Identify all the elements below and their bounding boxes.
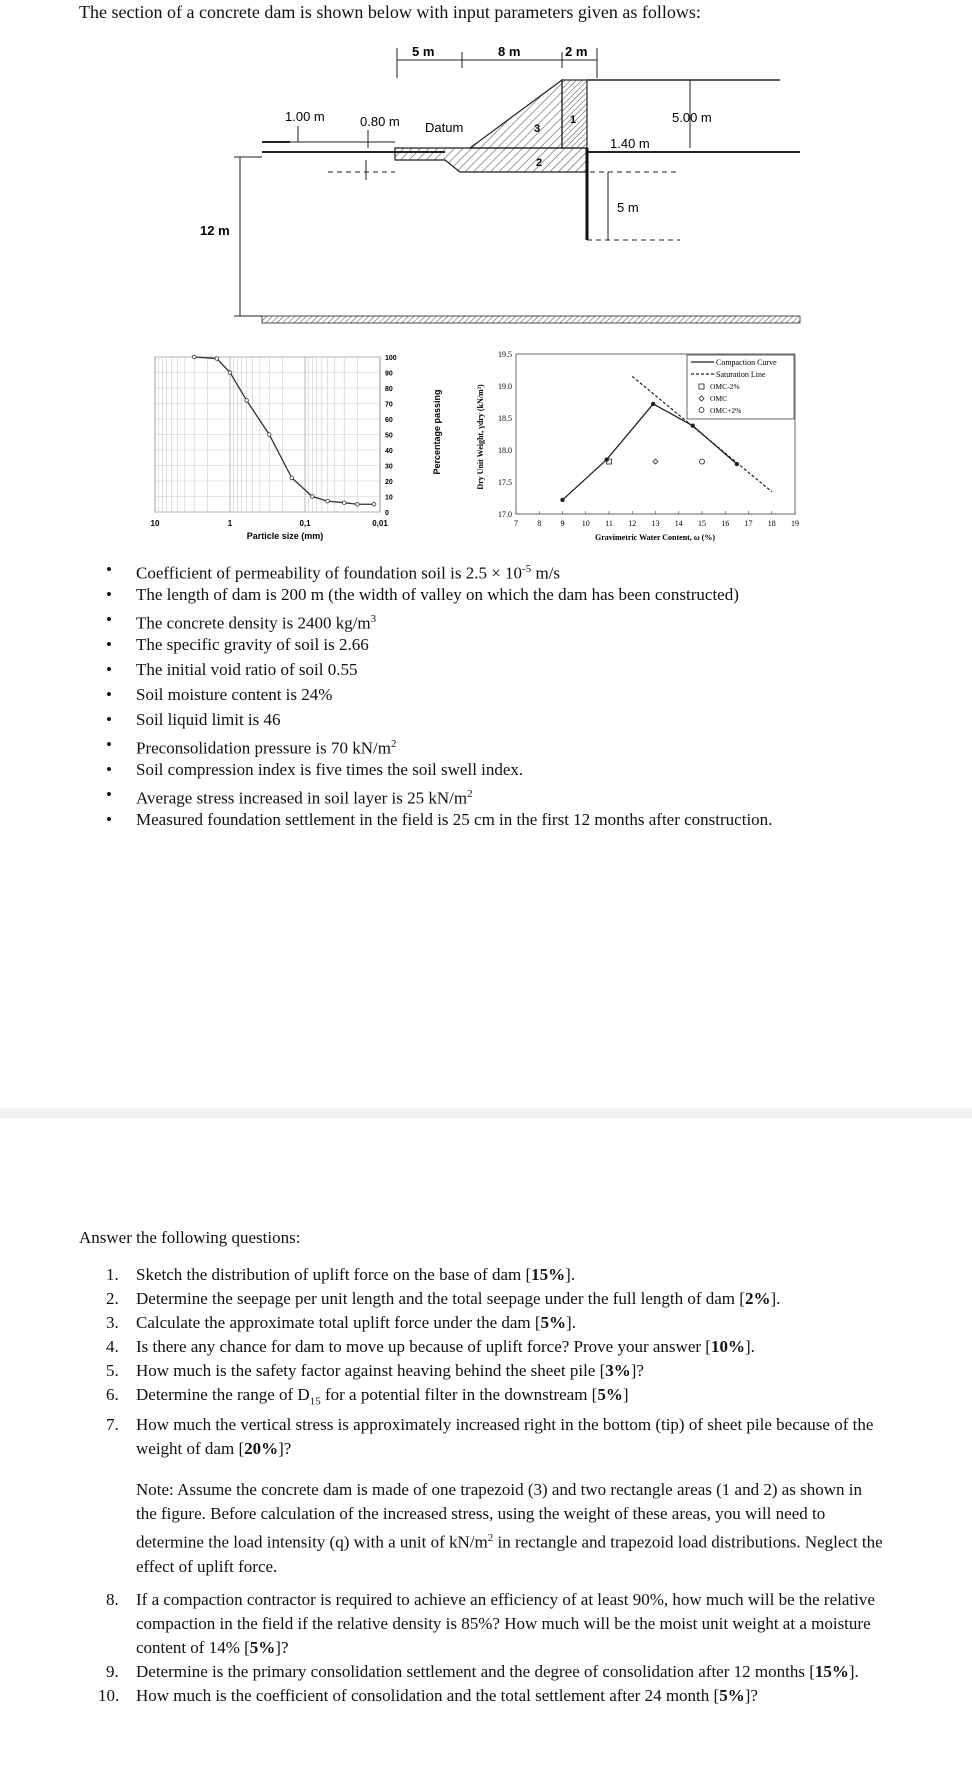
comp-x-tick: 13 bbox=[651, 519, 660, 528]
comp-x-tick: 16 bbox=[721, 519, 730, 528]
comp-x-tick: 17 bbox=[744, 519, 753, 528]
compaction-point bbox=[691, 423, 695, 427]
grain-y-tick: 10 bbox=[385, 494, 393, 502]
gradation-point bbox=[372, 502, 376, 506]
grain-y-tick: 20 bbox=[385, 479, 393, 486]
parameter-list bbox=[106, 557, 966, 832]
legend-omc: OMC bbox=[710, 394, 728, 403]
param-item: • Preconsolidation pressure is 70 $kN/m^2$ bbox=[106, 732, 966, 757]
question-list bbox=[106, 1263, 886, 1461]
question-item: 4. Is there any chance for dam to move up because of uplift force? Prove your answer [10%]. bbox=[106, 1337, 755, 1356]
param-item: • The length of dam is 200 m (the width of valley on which the dam has been constructed) bbox=[106, 582, 966, 607]
label-12m: 12 m bbox=[200, 223, 230, 238]
comp-x-tick: 14 bbox=[674, 519, 683, 528]
grain-x-tick: 1 bbox=[227, 519, 233, 528]
gradation-point bbox=[310, 495, 314, 499]
comp-x-tick: 18 bbox=[767, 519, 776, 528]
gradation-point bbox=[290, 476, 294, 480]
dim-5m: 5 m bbox=[412, 44, 435, 59]
grain-ylabel-svg bbox=[426, 342, 456, 542]
gradation-point bbox=[228, 371, 232, 375]
comp-x-tick: 12 bbox=[628, 519, 637, 528]
comp-y-tick: 17.0 bbox=[498, 510, 512, 519]
gradation-point bbox=[192, 355, 196, 359]
dim-2m: 2 m bbox=[565, 44, 588, 59]
questions-title: Answer the following questions: bbox=[79, 1228, 301, 1247]
gradation-point bbox=[215, 357, 219, 361]
comp-x-tick: 19 bbox=[791, 519, 799, 528]
grain-y-tick: 50 bbox=[385, 432, 393, 440]
question-item: 1. Sketch the distribution of uplift force on the base of dam [15%]. bbox=[106, 1265, 576, 1284]
note-text: Note: Assume the concrete dam is made of one trapezoid (3) and two rectangle areas (1 and 2) as shown in the figure. Before calculation of the increased stress, using the weight of these areas, you will need to determine the load intensity (q) with a unit of $kN/m^2$ in rectangle and trapezoid load distributions. Neglect the effect of uplift force. bbox=[136, 1480, 883, 1576]
compaction-chart bbox=[470, 342, 830, 547]
grain-ylabel: Percentage passing bbox=[432, 389, 442, 475]
param-item: • Coefficient of permeability of foundation soil is $2.5 \times 10^{-5}$ m/s bbox=[106, 557, 966, 582]
grain-y-tick: 40 bbox=[385, 448, 393, 455]
compaction-point bbox=[651, 402, 655, 406]
comp-ylabel: Dry Unit Weight, γdry (kN/m³) bbox=[476, 384, 485, 490]
impervious-base bbox=[262, 316, 800, 323]
comp-x-tick: 7 bbox=[514, 519, 518, 528]
comp-x-tick: 11 bbox=[605, 519, 613, 528]
grain-y-tick: 60 bbox=[385, 417, 393, 424]
comp-y-tick: 19.5 bbox=[498, 350, 512, 359]
label-140m: 1.40 m bbox=[610, 136, 650, 151]
grain-x-tick: 10 bbox=[150, 519, 160, 528]
question-item: 8. If a compaction contractor is required to achieve an efficiency of at least 90%, how much will be the relative compaction in the field if the relative density is 85%? How much will be the moist unit weight at a moisture content of 14% [5%]? bbox=[106, 1590, 875, 1657]
intro-text: The section of a concrete dam is shown below with input parameters given as follows: bbox=[79, 2, 701, 22]
grain-y-tick: 90 bbox=[385, 370, 393, 378]
label-080m: 0.80 m bbox=[360, 114, 400, 129]
legend-saturation: Saturation Line bbox=[716, 370, 766, 379]
comp-x-tick: 9 bbox=[560, 519, 565, 528]
comp-y-tick: 17.5 bbox=[498, 478, 512, 487]
question-item: 7. How much the vertical stress is approximately increased right in the bottom (tip) of sheet pile because of the weight of dam [20%]? bbox=[106, 1415, 874, 1459]
dam-section-figure bbox=[0, 0, 972, 340]
dam-trapezoid-3 bbox=[470, 80, 562, 148]
dim-8m: 8 m bbox=[498, 44, 521, 59]
gradation-point bbox=[342, 501, 346, 505]
question-item: 5. How much is the safety factor against heaving behind the sheet pile [3%]? bbox=[106, 1361, 644, 1380]
grain-size-chart bbox=[145, 342, 425, 542]
grain-y-tick: 100 bbox=[385, 355, 397, 362]
param-item: • The specific gravity of soil is 2.66 bbox=[106, 632, 966, 657]
grain-x-tick: 0,01 bbox=[372, 519, 388, 528]
grain-y-tick: 80 bbox=[385, 386, 393, 393]
grain-y-tick: 30 bbox=[385, 463, 393, 471]
question-list-2 bbox=[98, 1588, 886, 1708]
label-1m: 1.00 m bbox=[285, 109, 325, 124]
comp-y-tick: 19.0 bbox=[498, 382, 512, 391]
omc-plus-point bbox=[700, 459, 705, 464]
comp-x-tick: 10 bbox=[581, 519, 590, 528]
grain-xlabel: Particle size (mm) bbox=[246, 531, 324, 541]
page-2 bbox=[0, 1118, 972, 1771]
grain-y-tick: 0 bbox=[385, 510, 389, 517]
omc-point bbox=[653, 459, 658, 464]
param-item: • Soil compression index is five times the soil swell index. bbox=[106, 757, 966, 782]
question-item: 9. Determine is the primary consolidation settlement and the degree of consolidation after 12 months [15%]. bbox=[106, 1662, 859, 1681]
compaction-point bbox=[735, 462, 739, 466]
gradation-curve bbox=[194, 357, 374, 504]
param-item: • Soil liquid limit is 46 bbox=[106, 707, 966, 732]
legend-compaction: Compaction Curve bbox=[716, 358, 777, 367]
comp-x-tick: 8 bbox=[537, 519, 542, 528]
param-item: • The concrete density is 2400 $kg/m^3$ bbox=[106, 607, 966, 632]
question-item: 6. Determine the range of $D_{15}$ for a potential filter in the downstream [5%] bbox=[106, 1385, 629, 1408]
comp-x-tick: 15 bbox=[698, 519, 706, 528]
param-item: • Soil moisture content is 24% bbox=[106, 682, 966, 707]
question-item: 2. Determine the seepage per unit length and the total seepage under the full length of dam [2%]. bbox=[106, 1289, 781, 1308]
comp-y-tick: 18.0 bbox=[498, 446, 512, 455]
param-item: • Measured foundation settlement in the field is 25 cm in the first 12 months after construction. bbox=[106, 807, 966, 832]
comp-legend bbox=[687, 355, 794, 419]
compaction-point bbox=[560, 498, 564, 502]
grain-y-tick: 70 bbox=[385, 401, 393, 409]
area-label-1: 1 bbox=[570, 114, 577, 126]
gradation-point bbox=[245, 399, 249, 403]
question-item: 10. How much is the coefficient of consolidation and the total settlement after 24 month [5%]? bbox=[98, 1686, 758, 1705]
param-item: • Average stress increased in soil layer is 25 $kN/m^2$ bbox=[106, 782, 966, 807]
legend-omc-plus: OMC+2% bbox=[710, 406, 742, 415]
label-5m-pile: 5 m bbox=[617, 200, 639, 215]
gradation-point bbox=[267, 433, 271, 437]
gradation-point bbox=[356, 502, 360, 506]
legend-omc-minus: OMC-2% bbox=[710, 382, 740, 391]
label-500m: 5.00 m bbox=[672, 110, 712, 125]
comp-xlabel: Gravimetric Water Content, ω (%) bbox=[595, 533, 715, 542]
comp-y-tick: 18.5 bbox=[498, 414, 512, 423]
grain-x-tick: 0,1 bbox=[299, 519, 311, 528]
area-label-3: 3 bbox=[534, 123, 541, 135]
param-item: • The initial void ratio of soil 0.55 bbox=[106, 657, 966, 682]
area-label-2: 2 bbox=[536, 157, 543, 169]
question-item: 3. Calculate the approximate total uplift force under the dam [5%]. bbox=[106, 1313, 576, 1332]
gradation-point bbox=[326, 499, 330, 503]
label-datum: Datum bbox=[425, 120, 464, 135]
